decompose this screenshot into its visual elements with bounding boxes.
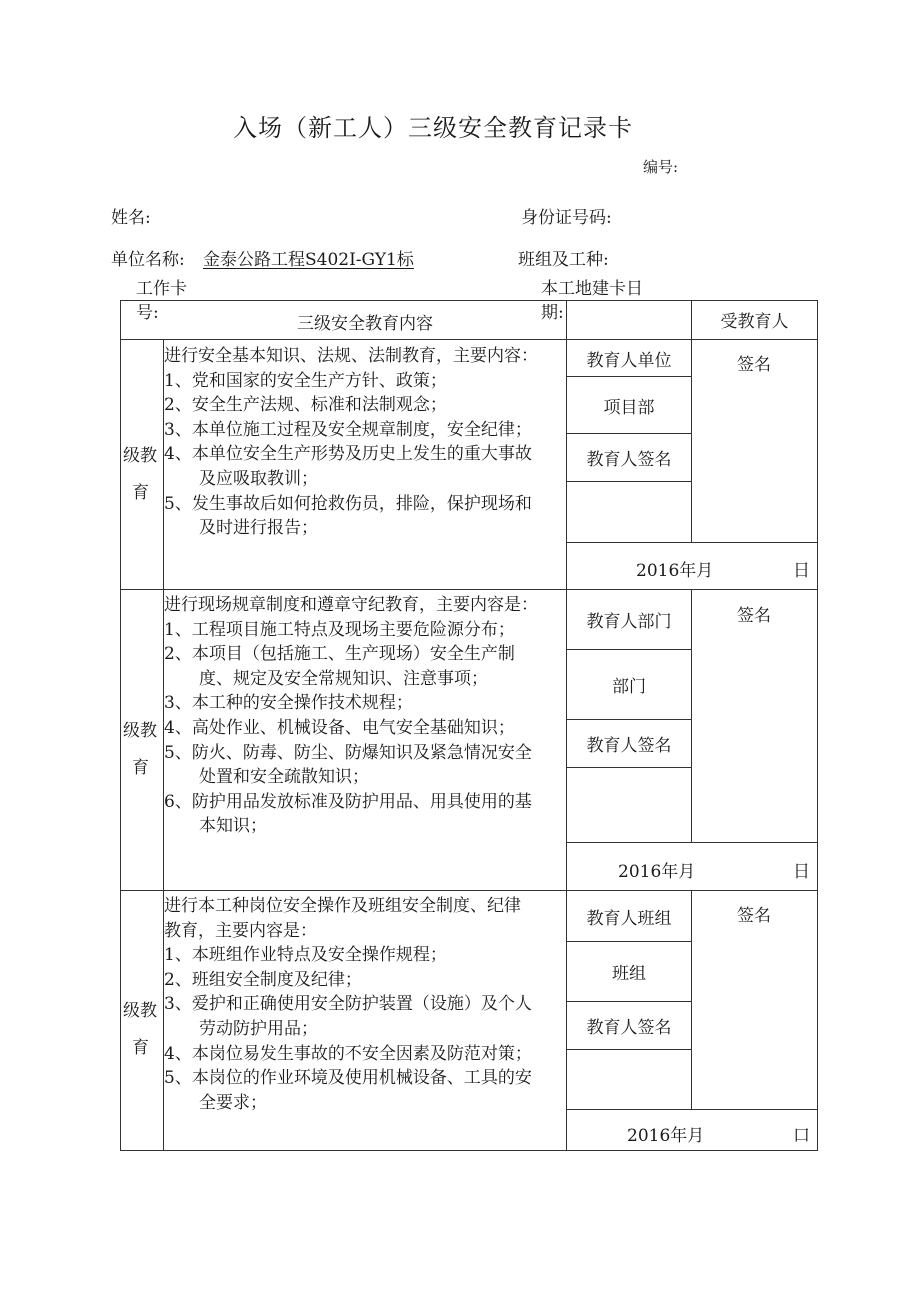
section-divider bbox=[120, 589, 818, 590]
trainee-sign-label: 签名 bbox=[737, 355, 771, 375]
level-label-cont: 育 bbox=[132, 1038, 149, 1058]
educator-column-border bbox=[691, 339, 692, 542]
content-line: 劳动防护用品； bbox=[199, 1018, 318, 1039]
level-label: 级教 bbox=[123, 1001, 157, 1021]
educator-column-border bbox=[691, 589, 692, 842]
content-line: 进行现场规章制度和遵章守纪教育，主要内容是： bbox=[164, 595, 538, 615]
educator-unit-label: 教育人单位 bbox=[586, 350, 672, 371]
content-line: 及时进行报告； bbox=[199, 518, 318, 539]
educator-unit-value: 部门 bbox=[612, 677, 646, 697]
content-line: 1、本班组作业特点及安全操作规程； bbox=[164, 945, 447, 966]
content-line: 5、发生事故后如何抢救伤员，排险，保护现场和 bbox=[164, 493, 532, 514]
date-day: 日 bbox=[793, 862, 810, 882]
cell-border bbox=[566, 767, 692, 768]
cell-border bbox=[566, 1109, 818, 1110]
educator-sign-label: 教育人签名 bbox=[586, 736, 672, 756]
content-line: 教育，主要内容是： bbox=[164, 920, 317, 941]
table-left-border bbox=[120, 300, 121, 1151]
table-right-border bbox=[817, 300, 818, 1151]
content-line: 及应吸取教训； bbox=[199, 468, 318, 489]
unit-name-label: 单位名称: bbox=[111, 250, 185, 270]
content-line: 度、规定及安全常规知识、注意事项； bbox=[199, 668, 488, 689]
section-divider bbox=[120, 890, 818, 891]
content-line: 3、本单位施工过程及安全规章制度，安全纪律； bbox=[164, 419, 532, 440]
content-line: 1、党和国家的安全生产方针、政策； bbox=[164, 370, 447, 391]
date-year-month: 2016年月 bbox=[636, 561, 714, 581]
content-line: 2、班组安全制度及纪律； bbox=[164, 969, 362, 990]
content-line: 2、本项目（包括施工、生产现场）安全生产制 bbox=[164, 644, 515, 665]
educator-unit-label: 教育人班组 bbox=[586, 908, 672, 929]
level-label: 级教 bbox=[123, 721, 157, 741]
level-label-cont: 育 bbox=[132, 483, 149, 503]
content-line: 6、防护用品发放标准及防护用品、用具使用的基 bbox=[164, 791, 532, 812]
trainee-sign-label: 签名 bbox=[737, 906, 771, 926]
education-content bbox=[164, 344, 538, 541]
cell-border bbox=[566, 542, 818, 543]
work-card-label: 工作卡 bbox=[136, 279, 187, 299]
education-content bbox=[164, 894, 532, 1115]
cell-border bbox=[566, 481, 692, 482]
serial-number-label: 编号: bbox=[643, 158, 679, 176]
educator-sign-label: 教育人签名 bbox=[586, 1018, 672, 1038]
content-line: 3、本工种的安全操作技术规程； bbox=[164, 693, 413, 714]
content-line: 5、防火、防毒、防尘、防爆知识及紧急情况安全 bbox=[164, 742, 532, 763]
page-title: 入场（新工人）三级安全教育记录卡 bbox=[233, 114, 633, 142]
card-date-label: 本工地建卡日 bbox=[541, 279, 643, 299]
content-line: 进行本工种岗位安全操作及班组安全制度、纪律 bbox=[164, 896, 521, 916]
educator-column-border bbox=[691, 890, 692, 1109]
team-trade-label: 班组及工种: bbox=[518, 250, 609, 270]
educator-unit-value: 项目部 bbox=[603, 397, 655, 418]
work-card-label-cont: 号: bbox=[136, 303, 159, 323]
card-date-label-cont: 期: bbox=[541, 303, 564, 323]
trainee-header: 受教育人 bbox=[720, 312, 789, 332]
educator-unit-value: 班组 bbox=[612, 964, 646, 984]
content-line: 1、工程项目施工特点及现场主要危险源分布； bbox=[164, 619, 515, 640]
educator-sign-label: 教育人签名 bbox=[586, 450, 672, 470]
content-line: 2、安全生产法规、标准和法制观念； bbox=[164, 395, 447, 416]
educator-unit-label: 教育人部门 bbox=[586, 612, 672, 632]
content-line: 全要求； bbox=[199, 1092, 267, 1113]
content-line: 4、本岗位易发生事故的不安全因素及防范对策； bbox=[164, 1043, 532, 1064]
date-day: 日 bbox=[793, 561, 810, 581]
date-year-month: 2016年月 bbox=[618, 862, 696, 882]
date-year-month: 2016年月 bbox=[627, 1126, 705, 1146]
education-content bbox=[164, 593, 538, 839]
content-line: 3、爱护和正确使用安全防护装置（设施）及个人 bbox=[164, 994, 532, 1015]
date-day: 口 bbox=[793, 1126, 810, 1146]
content-line: 本知识； bbox=[199, 816, 267, 837]
content-header: 三级安全教育内容 bbox=[297, 313, 433, 334]
content-line: 进行安全基本知识、法规、法制教育，主要内容： bbox=[164, 346, 538, 366]
cell-border bbox=[566, 1049, 692, 1050]
content-line: 4、本单位安全生产形势及历史上发生的重大事故 bbox=[164, 444, 532, 465]
table-bottom-border bbox=[120, 1150, 818, 1151]
content-line: 5、本岗位的作业环境及使用机械设备、工具的安 bbox=[164, 1068, 532, 1089]
level-label: 级教 bbox=[123, 446, 157, 466]
name-label: 姓名: bbox=[111, 208, 151, 228]
cell-border bbox=[566, 842, 818, 843]
trainee-sign-label: 签名 bbox=[737, 606, 771, 626]
id-number-label: 身份证号码: bbox=[521, 208, 612, 228]
content-line: 处置和安全疏散知识； bbox=[199, 767, 369, 788]
content-line: 4、高处作业、机械设备、电气安全基础知识； bbox=[164, 717, 515, 738]
level-label-cont: 育 bbox=[132, 758, 149, 778]
unit-name-value: 金泰公路工程S402I-GY1标 bbox=[203, 250, 414, 270]
